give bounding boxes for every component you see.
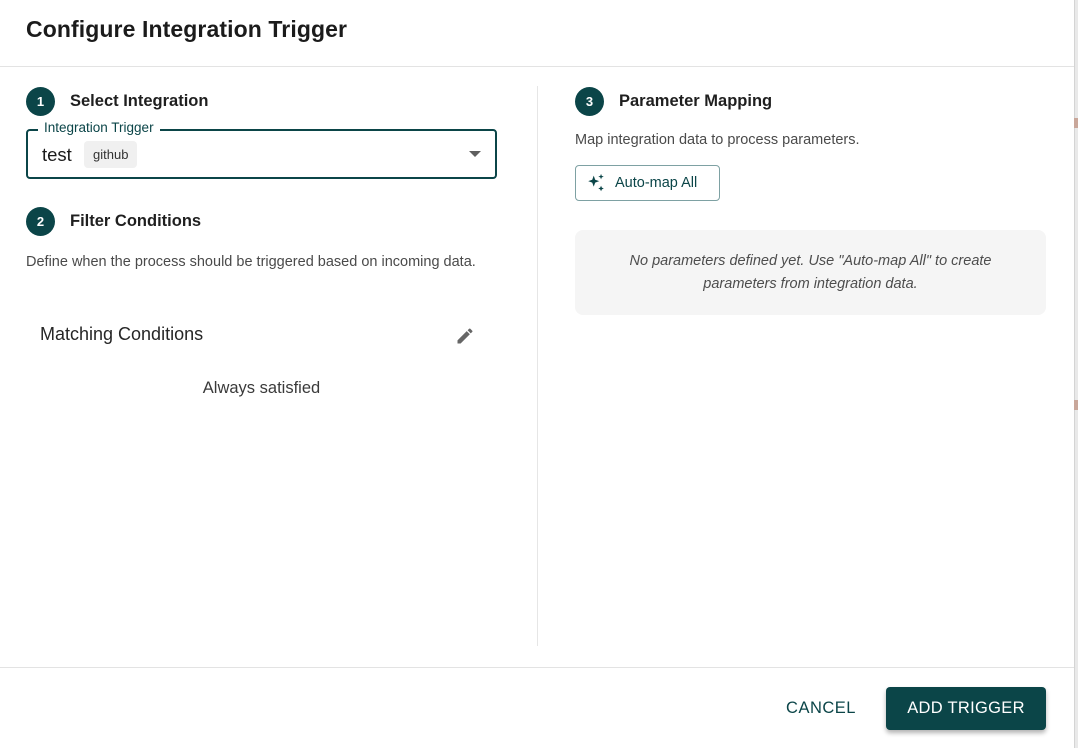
dialog-header bbox=[0, 0, 1074, 67]
filter-conditions-description: Define when the process should be triggered based on incoming data. bbox=[26, 254, 476, 270]
integration-trigger-label: Integration Trigger bbox=[38, 120, 160, 135]
step-title-parameter-mapping: Parameter Mapping bbox=[619, 92, 773, 110]
step-number-2: 2 bbox=[26, 207, 55, 236]
auto-map-all-button[interactable] bbox=[575, 165, 720, 201]
step-number-3: 3 bbox=[575, 87, 604, 116]
step-title-filter-conditions: Filter Conditions bbox=[70, 212, 202, 230]
add-trigger-button[interactable]: ADD TRIGGER bbox=[886, 687, 1046, 730]
footer-divider bbox=[0, 667, 1074, 668]
dialog-title: Configure Integration Trigger bbox=[26, 16, 348, 42]
parameter-mapping-description: Map integration data to process parameters. bbox=[575, 132, 860, 148]
step-parameter-mapping bbox=[575, 87, 772, 116]
window-edge bbox=[1074, 0, 1078, 748]
empty-state-message: No parameters defined yet. Use "Auto-map All" to create parameters from integration data. bbox=[629, 252, 992, 292]
step-select-integration bbox=[26, 87, 208, 116]
integration-trigger-select[interactable] bbox=[26, 120, 497, 179]
matching-conditions-status: Always satisfied bbox=[202, 379, 321, 397]
pencil-icon[interactable] bbox=[455, 326, 475, 346]
step-filter-conditions bbox=[26, 207, 201, 236]
integration-trigger-value: test bbox=[42, 144, 72, 165]
integration-type-chip: github bbox=[84, 141, 137, 168]
column-divider bbox=[537, 86, 538, 646]
matching-conditions-title: Matching Conditions bbox=[40, 324, 204, 344]
auto-map-all-label: Auto-map All bbox=[615, 175, 698, 191]
sparkles-icon bbox=[585, 172, 607, 194]
cancel-button[interactable]: CANCEL bbox=[772, 688, 870, 728]
step-title-select-integration: Select Integration bbox=[70, 92, 209, 110]
parameters-empty-state bbox=[575, 230, 1046, 315]
arrow-drop-down-icon[interactable] bbox=[469, 151, 481, 157]
step-number-1: 1 bbox=[26, 87, 55, 116]
